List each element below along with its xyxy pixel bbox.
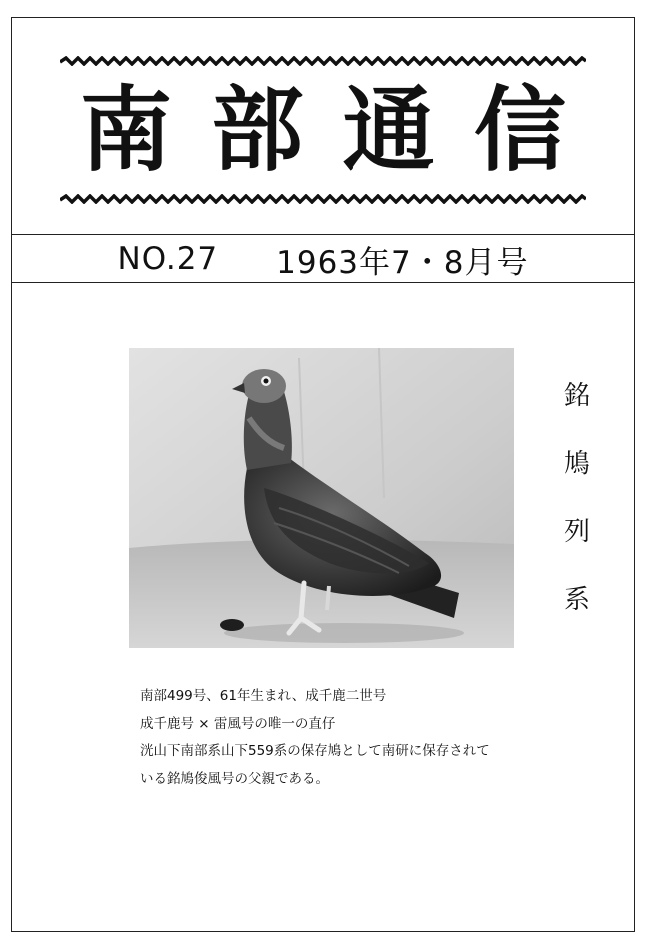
zigzag-border-top (60, 56, 586, 66)
page-frame (11, 17, 635, 932)
feature-heading-char-3: 列 (563, 517, 590, 547)
masthead (12, 18, 634, 234)
title-char-2: 部 (211, 77, 304, 184)
divider-bottom (12, 282, 634, 283)
title-char-3: 通 (342, 77, 435, 184)
zigzag-border-bottom (60, 194, 586, 204)
caption-line: いる銘鳩俊風号の父親である。 (140, 770, 329, 787)
feature-heading-vertical (557, 376, 597, 648)
feature-heading-char-4: 系 (563, 585, 590, 615)
feature-heading-char-2: 鳩 (563, 449, 590, 479)
title-char-4: 信 (473, 77, 566, 184)
pigeon-photo (129, 348, 514, 648)
caption-line: 南部499号、61年生まれ、成千鹿二世号 (140, 688, 387, 704)
issue-line (12, 236, 634, 282)
caption-line: 洸山下南部系山下559系の保存鳩として南研に保存されて (140, 743, 490, 759)
photo-caption (140, 690, 580, 800)
issue-number: NO.27 (117, 241, 219, 277)
issue-date: 1963年7・8月号 (276, 244, 529, 281)
pigeon-image (129, 348, 514, 648)
caption-line: 成千鹿号 × 雷風号の唯一の直仔 (140, 715, 336, 732)
title-char-1: 南 (80, 77, 173, 184)
publication-title (60, 73, 586, 189)
divider-top (12, 234, 634, 235)
feature-heading-char-1: 銘 (563, 381, 590, 411)
